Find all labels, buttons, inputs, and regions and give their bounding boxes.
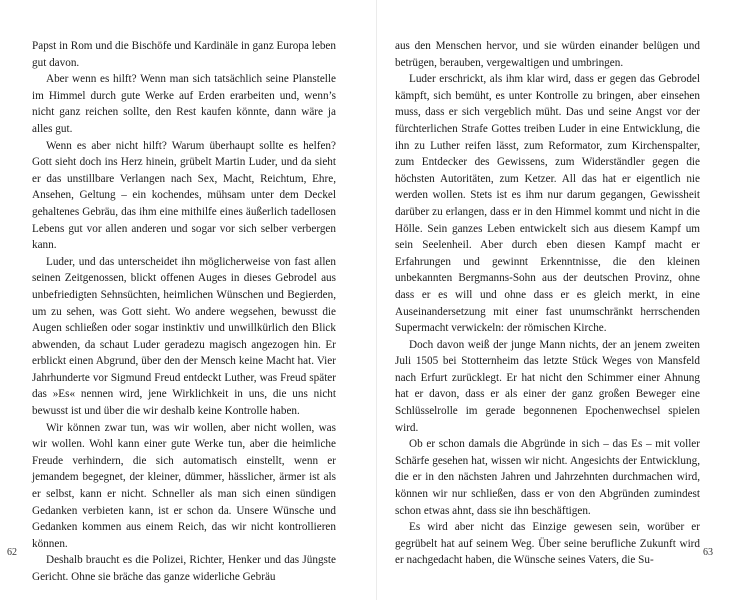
paragraph: Deshalb braucht es die Polizei, Richter, Henker und das Jüngste Gericht. Ohne sie bräche das ganze widerliche Gebräu <box>32 554 336 583</box>
right-page-text <box>395 38 700 569</box>
right-page <box>377 0 753 600</box>
left-page-text <box>32 38 336 586</box>
paragraph: Luder erschrickt, als ihm klar wird, dass er gegen das Gebrodel kämpft, sich bemüht, es unter Kontrolle zu bringen, aber einsehen muss, dass er sich vergeblich müht. Das und seine Angst vor der fürchterlichen Strafe Gottes treiben Luder in eine Entwicklung, die ihn zu Luther reifen lässt, zum Reformator, zum Kirchenspalter, zum Entdecker des Gewissens, zum Widerständler gegen die höchsten Autoritäten, zum Ketzer. All das hat er eigentlich nie werden wollen. Stets ist es ihm nur darum gegangen, Gewissheit darüber zu erlangen, dass er in den Himmel kommt und nicht in die Hölle. Sein ganzes Leben entwickelt sich aus diesem Kampf um sein Seelenheil. Aber durch eben diesen Kampf macht er Erfahrungen und gewinnt Erkenntnisse, die den kleinen unbekannten Bergmanns-Sohn aus der deutschen Provinz, ohne dass er es will und ohne dass er es gleich merkt, in eine Auseinandersetzung mit einer fast unumschränkt herrschenden Supermacht verwickeln: der römischen Kirche. <box>395 73 700 335</box>
paragraph: Es wird aber nicht das Einzige gewesen sein, worüber er gegrübelt hat auf seinem Weg. Über seine berufliche Zukunft wird er nachgedacht haben, die Wünsche seines Vaters, die Su- <box>395 521 700 567</box>
paragraph: Wir können zwar tun, was wir wollen, aber nicht wollen, was wir wollen. Wohl kann einer gute Werke tun, aber die heimliche Freude verhindern, die sich automatisch einstellt, wenn er jemandem begegnet, der kleiner, dümmer, hässlicher, ärmer ist als er selbst, kann er nicht. Schneller als man sich einen sündigen Gedanken verbieten kann, ist er schon da. Unsere Wünsche und Gedanken kommen aus einem Reich, das wir nicht kontrollieren können. <box>32 421 336 550</box>
paragraph: Aber wenn es hilft? Wenn man sich tatsächlich seine Planstelle im Himmel durch gute Werke auf Erden erarbeiten und, wenn’s nicht ganz reichen sollte, den Rest kaufen könnte, dann wäre ja alles gut. <box>32 73 336 135</box>
left-page <box>0 0 376 600</box>
page-number: 63 <box>703 547 713 558</box>
paragraph: aus den Menschen hervor, und sie würden einander belügen und betrügen, berauben, vergewaltigen und umbringen. <box>395 40 700 69</box>
page-number: 62 <box>7 547 17 558</box>
paragraph: Ob er schon damals die Abgründe in sich – das Es – mit voller Schärfe gesehen hat, wissen wir nicht. Angesichts der Entwicklung, die er in den nächsten Jahren und Jahrzehnten durchmachen wird, können wir nur schließen, dass er von den Abgründen zumindest schon etwas ahnt, dass sie ihn beschäftigen. <box>395 438 700 517</box>
paragraph: Doch davon weiß der junge Mann nichts, der an jenem zweiten Juli 1505 bei Stotternheim das letzte Stück Weges von Mansfeld nach Erfurt zurücklegt. Er hat nicht den Schimmer einer Ahnung hat er davon, dass er als einer der ganz großen Beweger eine Schlüsselrolle im gerade begonnenen Epochenwechsel spielen wird. <box>395 338 700 434</box>
paragraph: Papst in Rom und die Bischöfe und Kardinäle in ganz Europa leben gut davon. <box>32 40 336 69</box>
paragraph: Wenn es aber nicht hilft? Warum überhaupt sollte es helfen? Gott sieht doch ins Herz hinein, grübelt Martin Luder, und da sieht er das unstillbare Verlangen nach Sex, Macht, Reichtum, Ehre, Ansehen, Geltung – ein kochendes, mühsam unter dem Deckel gehaltenes Gebräu, das ihm eine mithilfe eines äußerlich tadellosen Lebens gut vor allen anderen und sogar vor sich selber verbergen kann. <box>32 139 336 252</box>
paragraph: Luder, und das unterscheidet ihn möglicherweise von fast allen seinen Zeitgenossen, blickt offenen Auges in dieses Gebrodel aus unbefriedigten Sehnsüchten, heimlichen Wünschen und Begierden, um zu sehen, was Gott sieht. Wo andere wegsehen, bewusst die Augen schließen oder sogar instinktiv und unwillkürlich den Blick abwenden, da schaut Luder geradezu magisch angezogen hin. Er erblickt einen Abgrund, über den der Mensch keine Macht hat. Vier Jahrhunderte vor Sigmund Freud entdeckt Luther, was Freud später das »Es« nennen wird, jene Wirklichkeit in uns, die uns nicht bewusst ist und über die wir deshalb keine Kontrolle haben. <box>32 255 336 418</box>
